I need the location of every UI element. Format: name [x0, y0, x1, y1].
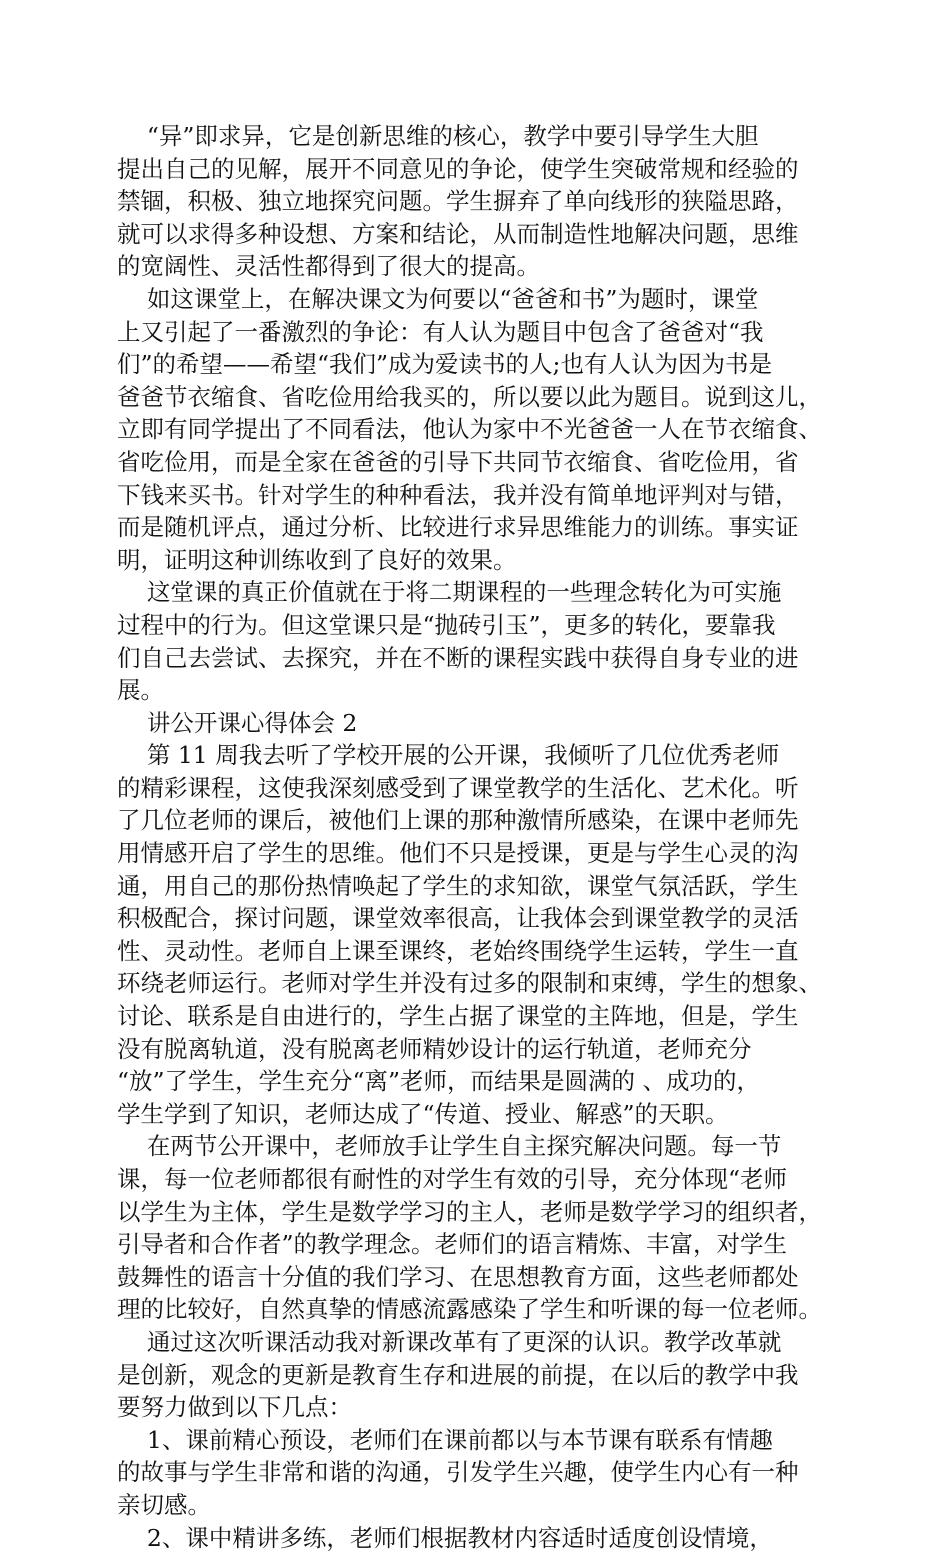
text-line: 理的比较好，自然真挚的情感流露感染了学生和听课的每一位老师。: [117, 1295, 822, 1324]
text-line: 爸爸节衣缩食、省吃俭用给我买的，所以要以此为题目。说到这儿，: [117, 382, 822, 411]
text-line: 通过这次听课活动我对新课改革有了更深的认识。教学改革就: [117, 1327, 782, 1356]
text-line: 的精彩课程，这使我深刻感受到了课堂教学的生活化、艺术化。听: [117, 773, 799, 802]
text-line: 的故事与学生非常和谐的沟通，引发学生兴趣，使学生内心有一种: [117, 1458, 799, 1487]
text-line: 以学生为主体，学生是数学学习的主人，老师是数学学习的组织者，: [117, 1197, 822, 1226]
text-line: 们自己去尝试、去探究，并在不断的课程实践中获得自身专业的进: [117, 643, 799, 672]
text-line: 要努力做到以下几点：: [117, 1393, 352, 1422]
text-line: 下钱来买书。针对学生的种种看法，我并没有简单地评判对与错，: [117, 480, 799, 509]
text-line: 们”的希望——希望“我们”成为爱读书的人;也有人认为因为书是: [117, 350, 772, 379]
text-line: 就可以求得多种设想、方案和结论，从而制造性地解决问题，思维: [117, 219, 799, 248]
text-line: 的宽阔性、灵活性都得到了很大的提高。: [117, 252, 540, 281]
text-line: 性、灵动性。老师自上课至课终，老始终围绕学生运转，学生一直: [117, 936, 799, 965]
text-line: 第 11 周我去听了学校开展的公开课，我倾听了几位优秀老师: [117, 741, 780, 770]
text-line: 用情感开启了学生的思维。他们不只是授课，更是与学生心灵的沟: [117, 839, 799, 868]
text-line: 引导者和合作者”的教学理念。老师们的语言精炼、丰富，对学生: [117, 1230, 788, 1259]
text-line: 立即有同学提出了不同看法，他认为家中不光爸爸一人在节衣缩食、: [117, 415, 822, 444]
text-line: 鼓舞性的语言十分值的我们学习、在思想教育方面，这些老师都处: [117, 1262, 799, 1291]
text-line: 明，证明这种训练收到了良好的效果。: [117, 545, 517, 574]
text-line: 上又引起了一番激烈的争论：有人认为题目中包含了爸爸对“我: [117, 317, 764, 346]
text-line: 提出自己的见解，展开不同意见的争论，使学生突破常规和经验的: [117, 154, 799, 183]
document-body: [117, 120, 837, 1554]
text-line: 亲切感。: [117, 1490, 211, 1519]
text-line: “放”了学生，学生充分“离”老师，而结果是圆满的 、成功的，: [117, 1067, 761, 1096]
text-line: 讨论、联系是自由进行的，学生占据了课堂的主阵地，但是，学生: [117, 1002, 799, 1031]
text-line: 了几位老师的课后，被他们上课的那种激情所感染，在课中老师先: [117, 806, 799, 835]
text-line: 1、课前精心预设，老师们在课前都以与本节课有联系有情趣: [117, 1425, 773, 1454]
text-line: 禁锢，积极、独立地探究问题。学生摒弃了单向线形的狭隘思路，: [117, 187, 799, 216]
text-line: 而是随机评点，通过分析、比较进行求异思维能力的训练。事实证: [117, 513, 799, 542]
text-line: 积极配合，探讨问题，课堂效率很高，让我体会到课堂教学的灵活: [117, 904, 799, 933]
text-line: 2、课中精讲多练，老师们根据教材内容适时适度创设情境，: [117, 1523, 773, 1552]
text-line: 环绕老师运行。老师对学生并没有过多的限制和束缚，学生的想象、: [117, 969, 822, 998]
text-line: “异”即求异，它是创新思维的核心，教学中要引导学生大胆: [117, 122, 759, 150]
text-line: 过程中的行为。但这堂课只是“抛砖引玉”，更多的转化，要靠我: [117, 610, 776, 639]
text-line: 如这课堂上，在解决课文为何要以“爸爸和书”为题时，课堂: [117, 284, 759, 313]
text-line: 没有脱离轨道，没有脱离老师精妙设计的运行轨道，老师充分: [117, 1034, 752, 1063]
text-line: 通，用自己的那份热情唤起了学生的求知欲，课堂气氛活跃，学生: [117, 871, 799, 900]
text-line: 展。: [117, 676, 164, 705]
text-line: 是创新，观念的更新是教育生存和进展的前提，在以后的教学中我: [117, 1360, 799, 1389]
text-line: 这堂课的真正价值就在于将二期课程的一些理念转化为可实施: [117, 578, 782, 607]
section-heading: 讲公开课心得体会 2: [117, 708, 358, 737]
text-line: 学生学到了知识，老师达成了“传道、授业、解惑”的天职。: [117, 1099, 729, 1128]
text-line: 省吃俭用，而是全家在爸爸的引导下共同节衣缩食、省吃俭用，省: [117, 447, 799, 476]
text-line: 课，每一位老师都很有耐性的对学生有效的引导，充分体现“老师: [117, 1165, 788, 1193]
text-line: 在两节公开课中，老师放手让学生自主探究解决问题。每一节: [117, 1132, 782, 1161]
